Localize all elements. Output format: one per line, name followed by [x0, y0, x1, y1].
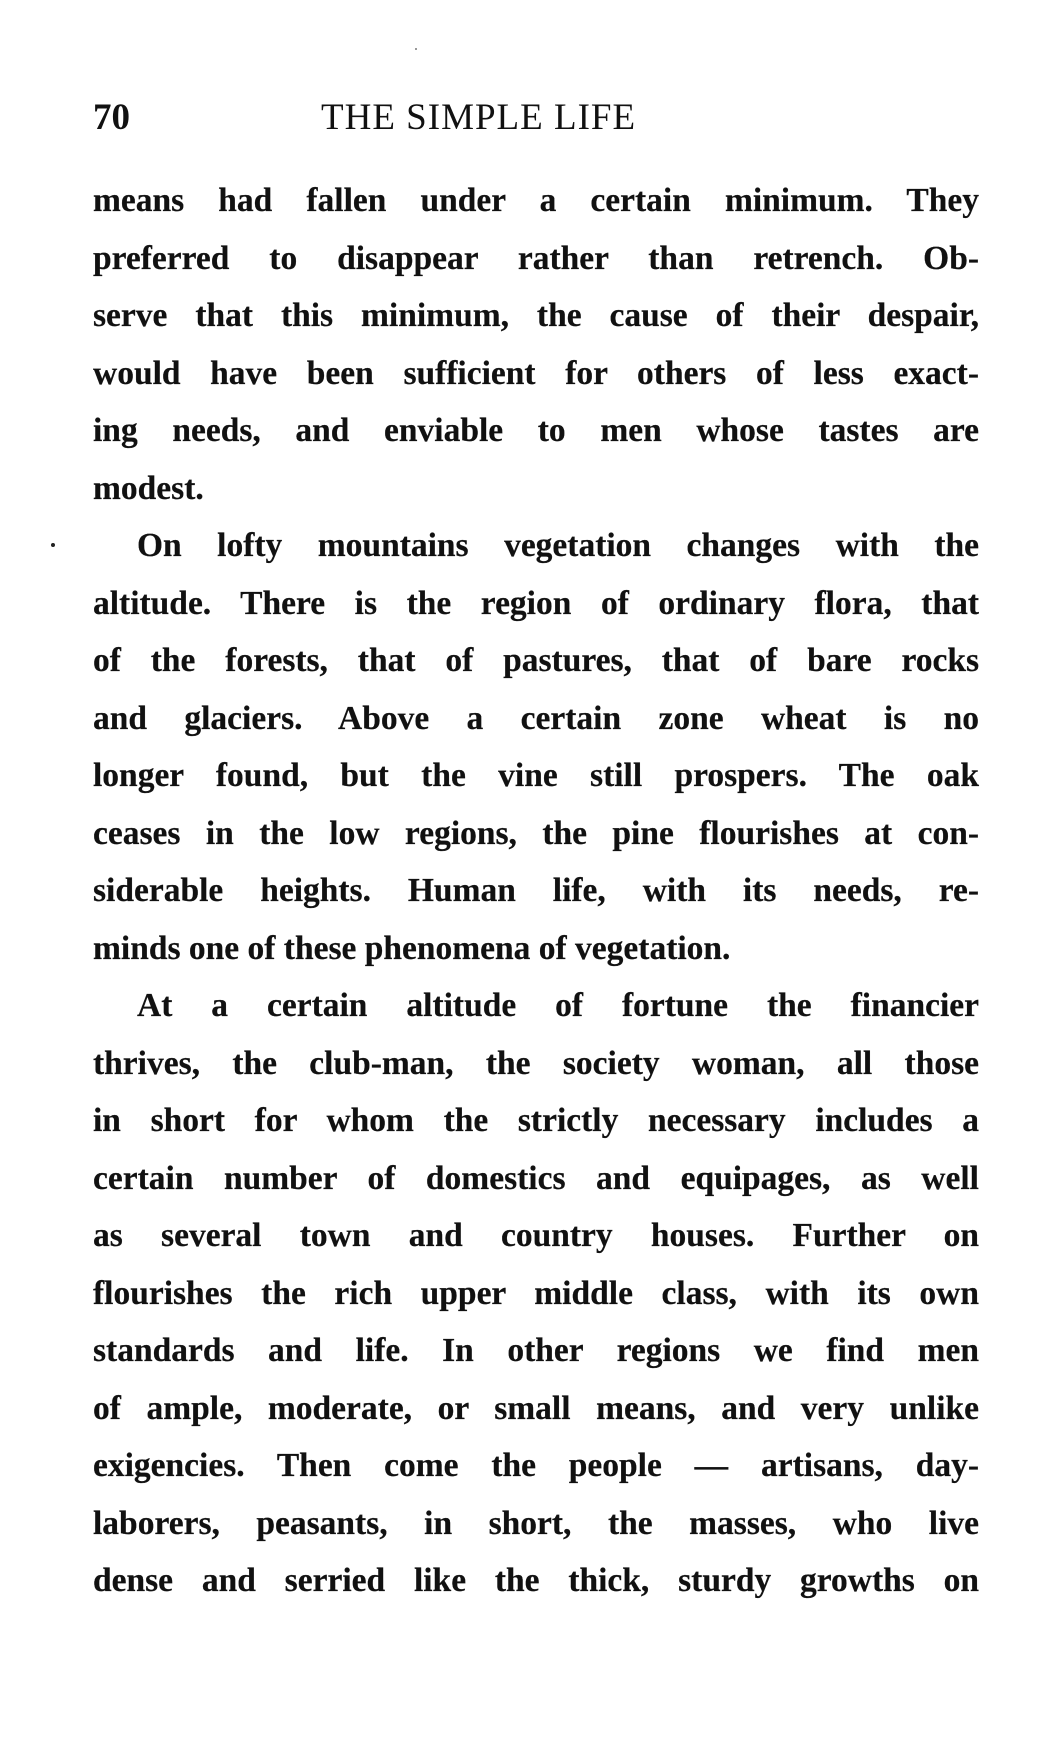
text-line: certain number of domestics and equipages, as well	[93, 1159, 979, 1197]
text-line: modest.	[93, 469, 204, 507]
text-line: serve that this minimum, the cause of their despair,	[93, 297, 979, 334]
text-line: preferred to disappear rather than retrench. Ob-	[93, 239, 979, 277]
text-line: standards and life. In other regions we find men	[93, 1332, 979, 1369]
text-line: as several town and country houses. Further on	[93, 1217, 979, 1254]
page-number: 70	[93, 97, 130, 138]
scan-mark	[51, 543, 55, 547]
text-line: and glaciers. Above a certain zone wheat is no	[93, 699, 979, 737]
paragraph	[93, 977, 979, 1610]
body-text	[93, 172, 979, 1610]
text-line: of the forests, that of pastures, that of bare rocks	[93, 642, 979, 679]
text-line: dense and serried like the thick, sturdy growths on	[93, 1562, 979, 1599]
text-line: of ample, moderate, or small means, and very unlike	[93, 1389, 979, 1427]
text-line: siderable heights. Human life, with its needs, re-	[93, 872, 979, 909]
paragraph	[93, 517, 979, 977]
scan-speck	[415, 48, 417, 50]
text-line: ing needs, and enviable to men whose tastes are	[93, 412, 979, 449]
text-line: ceases in the low regions, the pine flourishes at con-	[93, 814, 979, 852]
paragraph	[93, 172, 979, 517]
text-line: would have been sufficient for others of less exact-	[93, 354, 979, 392]
text-line: minds one of these phenomena of vegetation.	[93, 929, 731, 967]
page-header	[93, 96, 979, 146]
running-title: THE SIMPLE LIFE	[321, 97, 637, 138]
text-line: At a certain altitude of fortune the financier	[137, 987, 979, 1024]
text-line: flourishes the rich upper middle class, with its own	[93, 1274, 979, 1312]
text-line: means had fallen under a certain minimum. They	[93, 182, 979, 219]
text-line: exigencies. Then come the people — artisans, day-	[93, 1447, 979, 1484]
text-line: laborers, peasants, in short, the masses, who live	[93, 1504, 979, 1542]
text-line: altitude. There is the region of ordinary flora, that	[93, 584, 979, 622]
text-line: On lofty mountains vegetation changes with the	[137, 527, 979, 564]
text-line: in short for whom the strictly necessary includes a	[93, 1102, 979, 1139]
text-line: thrives, the club-man, the society woman, all those	[93, 1044, 979, 1082]
text-line: longer found, but the vine still prospers. The oak	[93, 757, 979, 794]
